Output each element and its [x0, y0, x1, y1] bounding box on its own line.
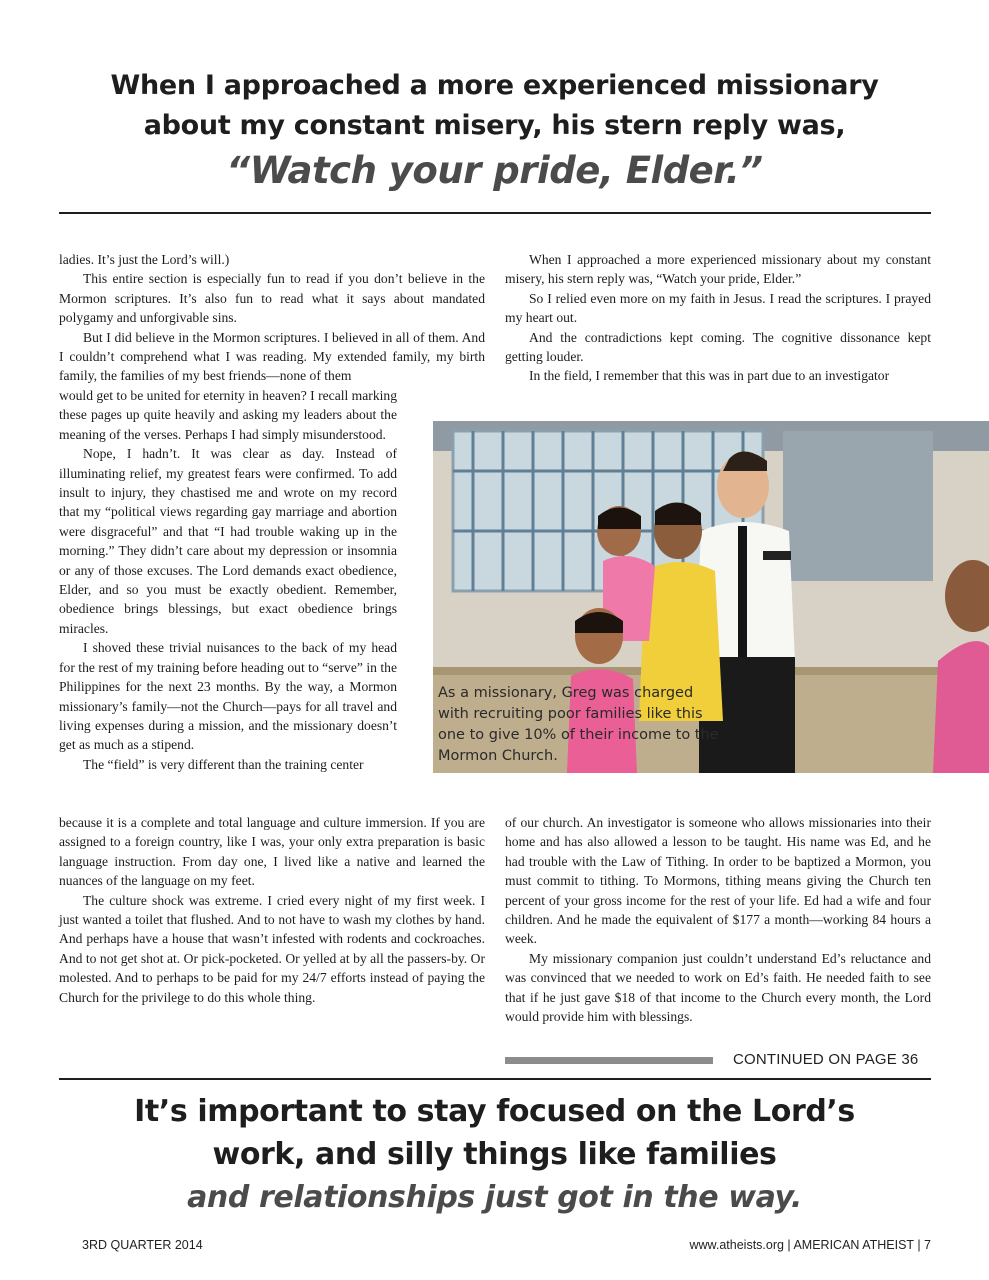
left-paragraph-2: This entire section is especially fun to read if you don’t believe in the Mormon scriptures. It’s also fun to read what it says about mandated polygamy and unforgivable sins.: [59, 271, 485, 326]
photo-caption: As a missionary, Greg was charged with recruiting poor families like this one to give 10% of their income to the Mormon Church.: [438, 685, 719, 764]
top-pull-quote-line2: about my constant misery, his stern reply was,: [143, 110, 846, 141]
right-paragraph-1: When I approached a more experienced missionary about my constant misery, his stern reply was, “Watch your pride, Elder.”: [505, 252, 931, 287]
continued-label: CONTINUED ON PAGE 36: [733, 1051, 919, 1068]
top-pull-quote-highlight: “Watch your pride, Elder.”: [226, 149, 763, 192]
left-column-narrow: [59, 386, 397, 774]
right-paragraph-4: In the field, I remember that this was in part due to an investigator: [529, 368, 890, 384]
right-column-top: [505, 250, 931, 386]
right-paragraph-2: So I relied even more on my faith in Jesus. I read the scriptures. I prayed my heart out.: [505, 290, 931, 326]
bottom-divider: [59, 1078, 931, 1080]
left-paragraph-3: But I did believe in the Mormon scriptures. I believed in all of them. And I couldn’t comprehend what I was reading. My extended family, my birth family, the families of my best friends—none of them: [59, 329, 485, 384]
top-pull-quote: [0, 66, 989, 196]
right-paragraph-6: My missionary companion just couldn’t understand Ed’s reluctance and was convinced that we needed to work on Ed’s faith. He needed faith to see that if he just gave $18 of that income to the Church every month, the Lord would provide him with blessings.: [505, 950, 931, 1025]
bottom-pull-quote-highlight: and relationships just got in the way.: [187, 1180, 802, 1215]
left-paragraph-6a: The “field” is very different than the training center: [83, 756, 364, 772]
bottom-pull-quote: [0, 1090, 989, 1219]
left-column-bottom: [59, 813, 485, 1007]
right-paragraph-5: of our church. An investigator is someone who allows missionaries into their home and has also allowed a lesson to be taught. His name was Ed, and he had trouble with the Law of Tithing. In order to be baptized a Mormon, you must commit to tithing. To Mormons, tithing means giving the Church ten percent of your gross income for the rest of your life. Ed had a wife and four children. And he made the equivalent of $177 a month—working 84 hours a week.: [505, 815, 931, 947]
right-column-bottom: [505, 813, 931, 1026]
left-paragraph-4: Nope, I hadn’t. It was clear as day. Instead of illuminating relief, my greatest fears were confirmed. To add insult to injury, they chastised me and wrote on my record that my “political views regarding gay marriage and abortion were disgraceful” and that “I had trouble waking up in the morning.” They didn’t care about my depression or insomnia or any of those excuses. The Lord demands exact obedience, Elder, and so you must be exactly obedient. Remember, obedience brings blessings, but exact obedience brings miracles.: [59, 446, 397, 636]
top-divider: [59, 212, 931, 214]
left-column-top: [59, 250, 485, 386]
left-paragraph-7: The culture shock was extreme. I cried every night of my first week. I just wanted a toilet that flushed. And to not have to wash my clothes by hand. And perhaps have a house that wasn’t infested with rodents and cockroaches. And to not get shot at. Or pick-pocketed. Or yelled at by all the passers-by. Or molested. And to perhaps to be paid for my 24/7 efforts instead of paying the Church for the privilege to do this whole thing.: [59, 892, 485, 1005]
continued-bar: [505, 1057, 713, 1064]
footer-issue: 3RD QUARTER 2014: [82, 1238, 203, 1252]
footer-site-page: www.atheists.org | AMERICAN ATHEIST | 7: [689, 1238, 931, 1252]
right-paragraph-3: And the contradictions kept coming. The cognitive dissonance kept getting louder.: [505, 329, 931, 365]
bottom-pull-quote-line2: work, and silly things like families: [212, 1137, 777, 1172]
bottom-pull-quote-line1: It’s important to stay focused on the Lord’s: [134, 1094, 855, 1129]
left-paragraph-1: ladies. It’s just the Lord’s will.): [59, 252, 230, 267]
left-paragraph-5: I shoved these trivial nuisances to the back of my head for the rest of my training before heading out to “serve” in the Philippines for the next 23 months. By the way, a Mormon missionary’s family—not the Church—pays for all travel and living expenses during a mission, and the missionary doesn’t get as much as a stipend.: [59, 640, 397, 753]
left-paragraph-6b: because it is a complete and total language and culture immersion. If you are assigned to a foreign country, like I was, your only extra preparation is basic language instruction. From day one, I lived like a native and learned the nuances of the language on my feet.: [59, 815, 485, 889]
top-pull-quote-line1: When I approached a more experienced missionary: [110, 70, 879, 101]
left-paragraph-3b: would get to be united for eternity in heaven? I recall marking these pages up quite heavily and asking my leaders about the meaning of the verses. Perhaps I had simply misunderstood.: [59, 388, 397, 442]
